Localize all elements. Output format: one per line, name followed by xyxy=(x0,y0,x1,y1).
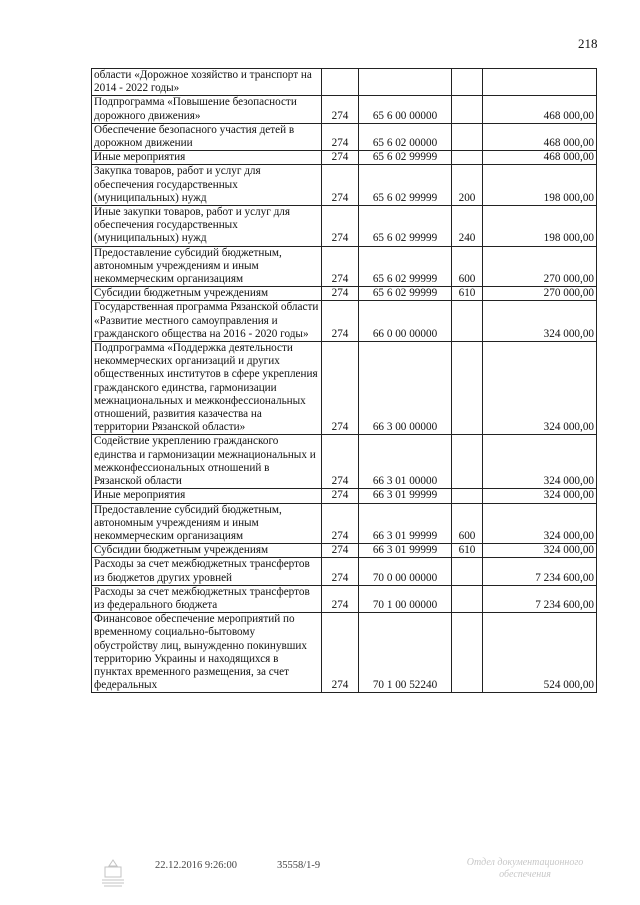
row-name-cell: Подпрограмма «Повышение безопасности дорожного движения» xyxy=(92,96,322,123)
row-target-code-cell: 66 3 01 99999 xyxy=(359,544,452,558)
row-ved-code-cell: 274 xyxy=(322,489,359,503)
row-amount-cell: 324 000,00 xyxy=(483,435,597,489)
row-amount-cell: 7 234 600,00 xyxy=(483,558,597,585)
row-ved-code-cell: 274 xyxy=(322,165,359,206)
table-row xyxy=(92,613,597,693)
row-target-code-cell: 70 1 00 52240 xyxy=(359,613,452,693)
table-row xyxy=(92,69,597,96)
table-row xyxy=(92,123,597,150)
row-expense-type-cell xyxy=(452,342,483,435)
row-target-code-cell: 65 6 00 00000 xyxy=(359,96,452,123)
row-name-cell: Закупка товаров, работ и услуг для обеспечения государственных (муниципальных) нужд xyxy=(92,165,322,206)
row-amount-cell xyxy=(483,69,597,96)
row-name-cell: Субсидии бюджетным учреждениям xyxy=(92,287,322,301)
row-amount-cell: 324 000,00 xyxy=(483,544,597,558)
row-amount-cell: 270 000,00 xyxy=(483,287,597,301)
row-expense-type-cell: 240 xyxy=(452,206,483,247)
row-ved-code-cell: 274 xyxy=(322,246,359,287)
table-row xyxy=(92,435,597,489)
row-ved-code-cell: 274 xyxy=(322,585,359,612)
row-name-cell: Иные закупки товаров, работ и услуг для обеспечения государственных (муниципальных) нужд xyxy=(92,206,322,247)
row-target-code-cell: 65 6 02 00000 xyxy=(359,123,452,150)
row-expense-type-cell xyxy=(452,435,483,489)
row-name-cell: Предоставление субсидий бюджетным, автономным учреждениям и иным некоммерческим организациям xyxy=(92,246,322,287)
row-target-code-cell: 70 1 00 00000 xyxy=(359,585,452,612)
table-row xyxy=(92,342,597,435)
row-name-cell: Предоставление субсидий бюджетным, автономным учреждениям и иным некоммерческим организациям xyxy=(92,503,322,544)
row-ved-code-cell: 274 xyxy=(322,206,359,247)
table-row xyxy=(92,503,597,544)
row-ved-code-cell: 274 xyxy=(322,151,359,165)
row-expense-type-cell xyxy=(452,613,483,693)
registry-stamp-icon xyxy=(98,857,128,889)
table-row xyxy=(92,165,597,206)
row-target-code-cell: 66 3 01 99999 xyxy=(359,489,452,503)
row-name-cell: области «Дорожное хозяйство и транспорт на 2014 - 2022 годы» xyxy=(92,69,322,96)
row-expense-type-cell: 600 xyxy=(452,246,483,287)
table-row xyxy=(92,287,597,301)
row-amount-cell: 198 000,00 xyxy=(483,206,597,247)
table-row xyxy=(92,246,597,287)
row-target-code-cell: 65 6 02 99999 xyxy=(359,151,452,165)
row-target-code-cell: 65 6 02 99999 xyxy=(359,287,452,301)
row-target-code-cell xyxy=(359,69,452,96)
table-row xyxy=(92,206,597,247)
budget-table xyxy=(91,68,597,693)
footer-datetime: 22.12.2016 9:26:00 xyxy=(155,860,237,871)
row-amount-cell: 198 000,00 xyxy=(483,165,597,206)
row-target-code-cell: 66 3 01 00000 xyxy=(359,435,452,489)
row-ved-code-cell: 274 xyxy=(322,287,359,301)
row-ved-code-cell: 274 xyxy=(322,613,359,693)
row-name-cell: Иные мероприятия xyxy=(92,489,322,503)
row-name-cell: Подпрограмма «Поддержка деятельности некоммерческих организаций и других общественных институтов в сфере укрепления гражданского единства, гармонизации межнациональных и межконфессиональных отношений, развития казачества на территории Рязанской области» xyxy=(92,342,322,435)
row-expense-type-cell: 200 xyxy=(452,165,483,206)
row-target-code-cell: 65 6 02 99999 xyxy=(359,206,452,247)
table-row xyxy=(92,96,597,123)
row-name-cell: Иные мероприятия xyxy=(92,151,322,165)
row-amount-cell: 324 000,00 xyxy=(483,301,597,342)
row-name-cell: Расходы за счет межбюджетных трансфертов из федерального бюджета xyxy=(92,585,322,612)
row-target-code-cell: 66 3 00 00000 xyxy=(359,342,452,435)
row-name-cell: Финансовое обеспечение мероприятий по временному социально-бытовому обустройству лиц, вынужденно покинувших территорию Украины и находящихся в пунктах временного размещения, за счет федеральных xyxy=(92,613,322,693)
row-expense-type-cell: 600 xyxy=(452,503,483,544)
row-expense-type-cell xyxy=(452,151,483,165)
row-amount-cell: 324 000,00 xyxy=(483,489,597,503)
page-footer xyxy=(0,857,640,897)
row-target-code-cell: 70 0 00 00000 xyxy=(359,558,452,585)
row-ved-code-cell: 274 xyxy=(322,435,359,489)
row-target-code-cell: 65 6 02 99999 xyxy=(359,246,452,287)
row-name-cell: Государственная программа Рязанской области «Развитие местного самоуправления и гражданского общества на 2016 - 2020 годы» xyxy=(92,301,322,342)
row-expense-type-cell: 610 xyxy=(452,287,483,301)
table-row xyxy=(92,151,597,165)
row-ved-code-cell: 274 xyxy=(322,342,359,435)
row-expense-type-cell xyxy=(452,558,483,585)
table-row xyxy=(92,558,597,585)
row-ved-code-cell: 274 xyxy=(322,503,359,544)
row-amount-cell: 468 000,00 xyxy=(483,151,597,165)
row-name-cell: Субсидии бюджетным учреждениям xyxy=(92,544,322,558)
row-target-code-cell: 65 6 02 99999 xyxy=(359,165,452,206)
table-row xyxy=(92,585,597,612)
row-name-cell: Обеспечение безопасного участия детей в дорожном движении xyxy=(92,123,322,150)
row-amount-cell: 524 000,00 xyxy=(483,613,597,693)
row-ved-code-cell xyxy=(322,69,359,96)
table-row xyxy=(92,489,597,503)
row-amount-cell: 270 000,00 xyxy=(483,246,597,287)
row-expense-type-cell xyxy=(452,301,483,342)
row-expense-type-cell xyxy=(452,585,483,612)
footer-department-stamp: Отдел документационного обеспечения xyxy=(466,857,584,880)
row-ved-code-cell: 274 xyxy=(322,558,359,585)
row-expense-type-cell xyxy=(452,69,483,96)
row-expense-type-cell xyxy=(452,489,483,503)
row-name-cell: Расходы за счет межбюджетных трансфертов из бюджетов других уровней xyxy=(92,558,322,585)
row-expense-type-cell xyxy=(452,123,483,150)
row-ved-code-cell: 274 xyxy=(322,544,359,558)
row-amount-cell: 7 234 600,00 xyxy=(483,585,597,612)
row-amount-cell: 324 000,00 xyxy=(483,342,597,435)
footer-doc-code: 35558/1-9 xyxy=(277,860,321,871)
row-expense-type-cell xyxy=(452,96,483,123)
row-ved-code-cell: 274 xyxy=(322,96,359,123)
row-amount-cell: 468 000,00 xyxy=(483,123,597,150)
table-row xyxy=(92,544,597,558)
page-number: 218 xyxy=(578,36,598,51)
table-row xyxy=(92,301,597,342)
row-expense-type-cell: 610 xyxy=(452,544,483,558)
row-ved-code-cell: 274 xyxy=(322,301,359,342)
row-name-cell: Содействие укреплению гражданского единства и гармонизации межнациональных и межконфессиональных отношений в Рязанской области xyxy=(92,435,322,489)
row-amount-cell: 324 000,00 xyxy=(483,503,597,544)
row-target-code-cell: 66 0 00 00000 xyxy=(359,301,452,342)
row-target-code-cell: 66 3 01 99999 xyxy=(359,503,452,544)
budget-table-body xyxy=(92,69,597,693)
row-amount-cell: 468 000,00 xyxy=(483,96,597,123)
row-ved-code-cell: 274 xyxy=(322,123,359,150)
